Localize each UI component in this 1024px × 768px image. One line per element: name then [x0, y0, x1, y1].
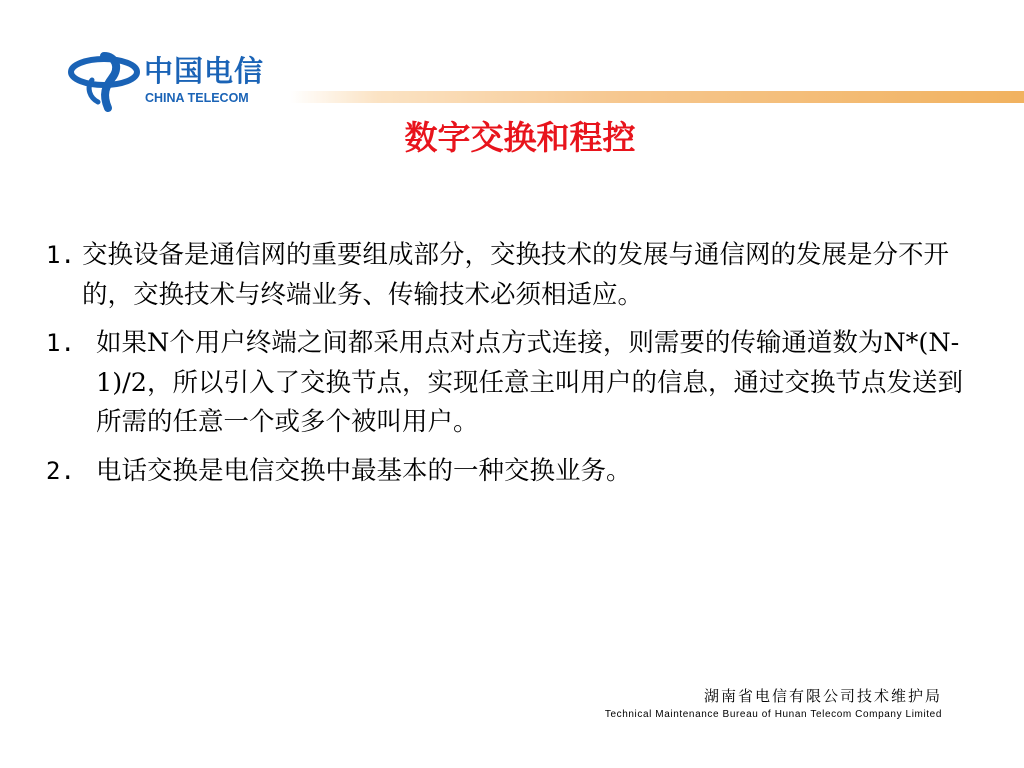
logo-chinese-text: 中国电信 [144, 54, 265, 88]
footer-org-chinese: 湖南省电信有限公司技术维护局 [703, 687, 942, 705]
footer [605, 686, 942, 722]
footer-org-english: Technical Maintenance Bureau of Hunan Telecom Company Limited [604, 709, 942, 720]
list-item-text: 电话交换是电信交换中最基本的一种交换业务。 [96, 455, 632, 486]
slide-body [46, 236, 976, 500]
list-item-number: 1. [46, 329, 75, 357]
china-telecom-logo [68, 50, 288, 114]
logo-english-text: CHINA TELECOM [145, 91, 249, 105]
list-item-number: 2. [46, 456, 75, 485]
list-item [46, 324, 976, 443]
list-item-text: 如果N个用户终端之间都采用点对点方式连接，则需要的传输通道数为N*(N-1)/2，所以引入了交换节点，实现任意主叫用户的信息，通过交换节点发送到所需的任意一个或多个被叫用户。 [96, 328, 963, 437]
list-item-number: 1. [46, 241, 75, 269]
china-telecom-logo-icon [68, 50, 142, 114]
slide-title: 数字交换和程控 [404, 118, 636, 157]
header-orange-band [290, 91, 1024, 103]
list-item [46, 452, 976, 492]
list-item [46, 236, 976, 315]
list-item-text: 交换设备是通信网的重要组成部分，交换技术的发展与通信网的发展是分不开的，交换技术与终端业务、传输技术必须相适应。 [82, 240, 950, 310]
